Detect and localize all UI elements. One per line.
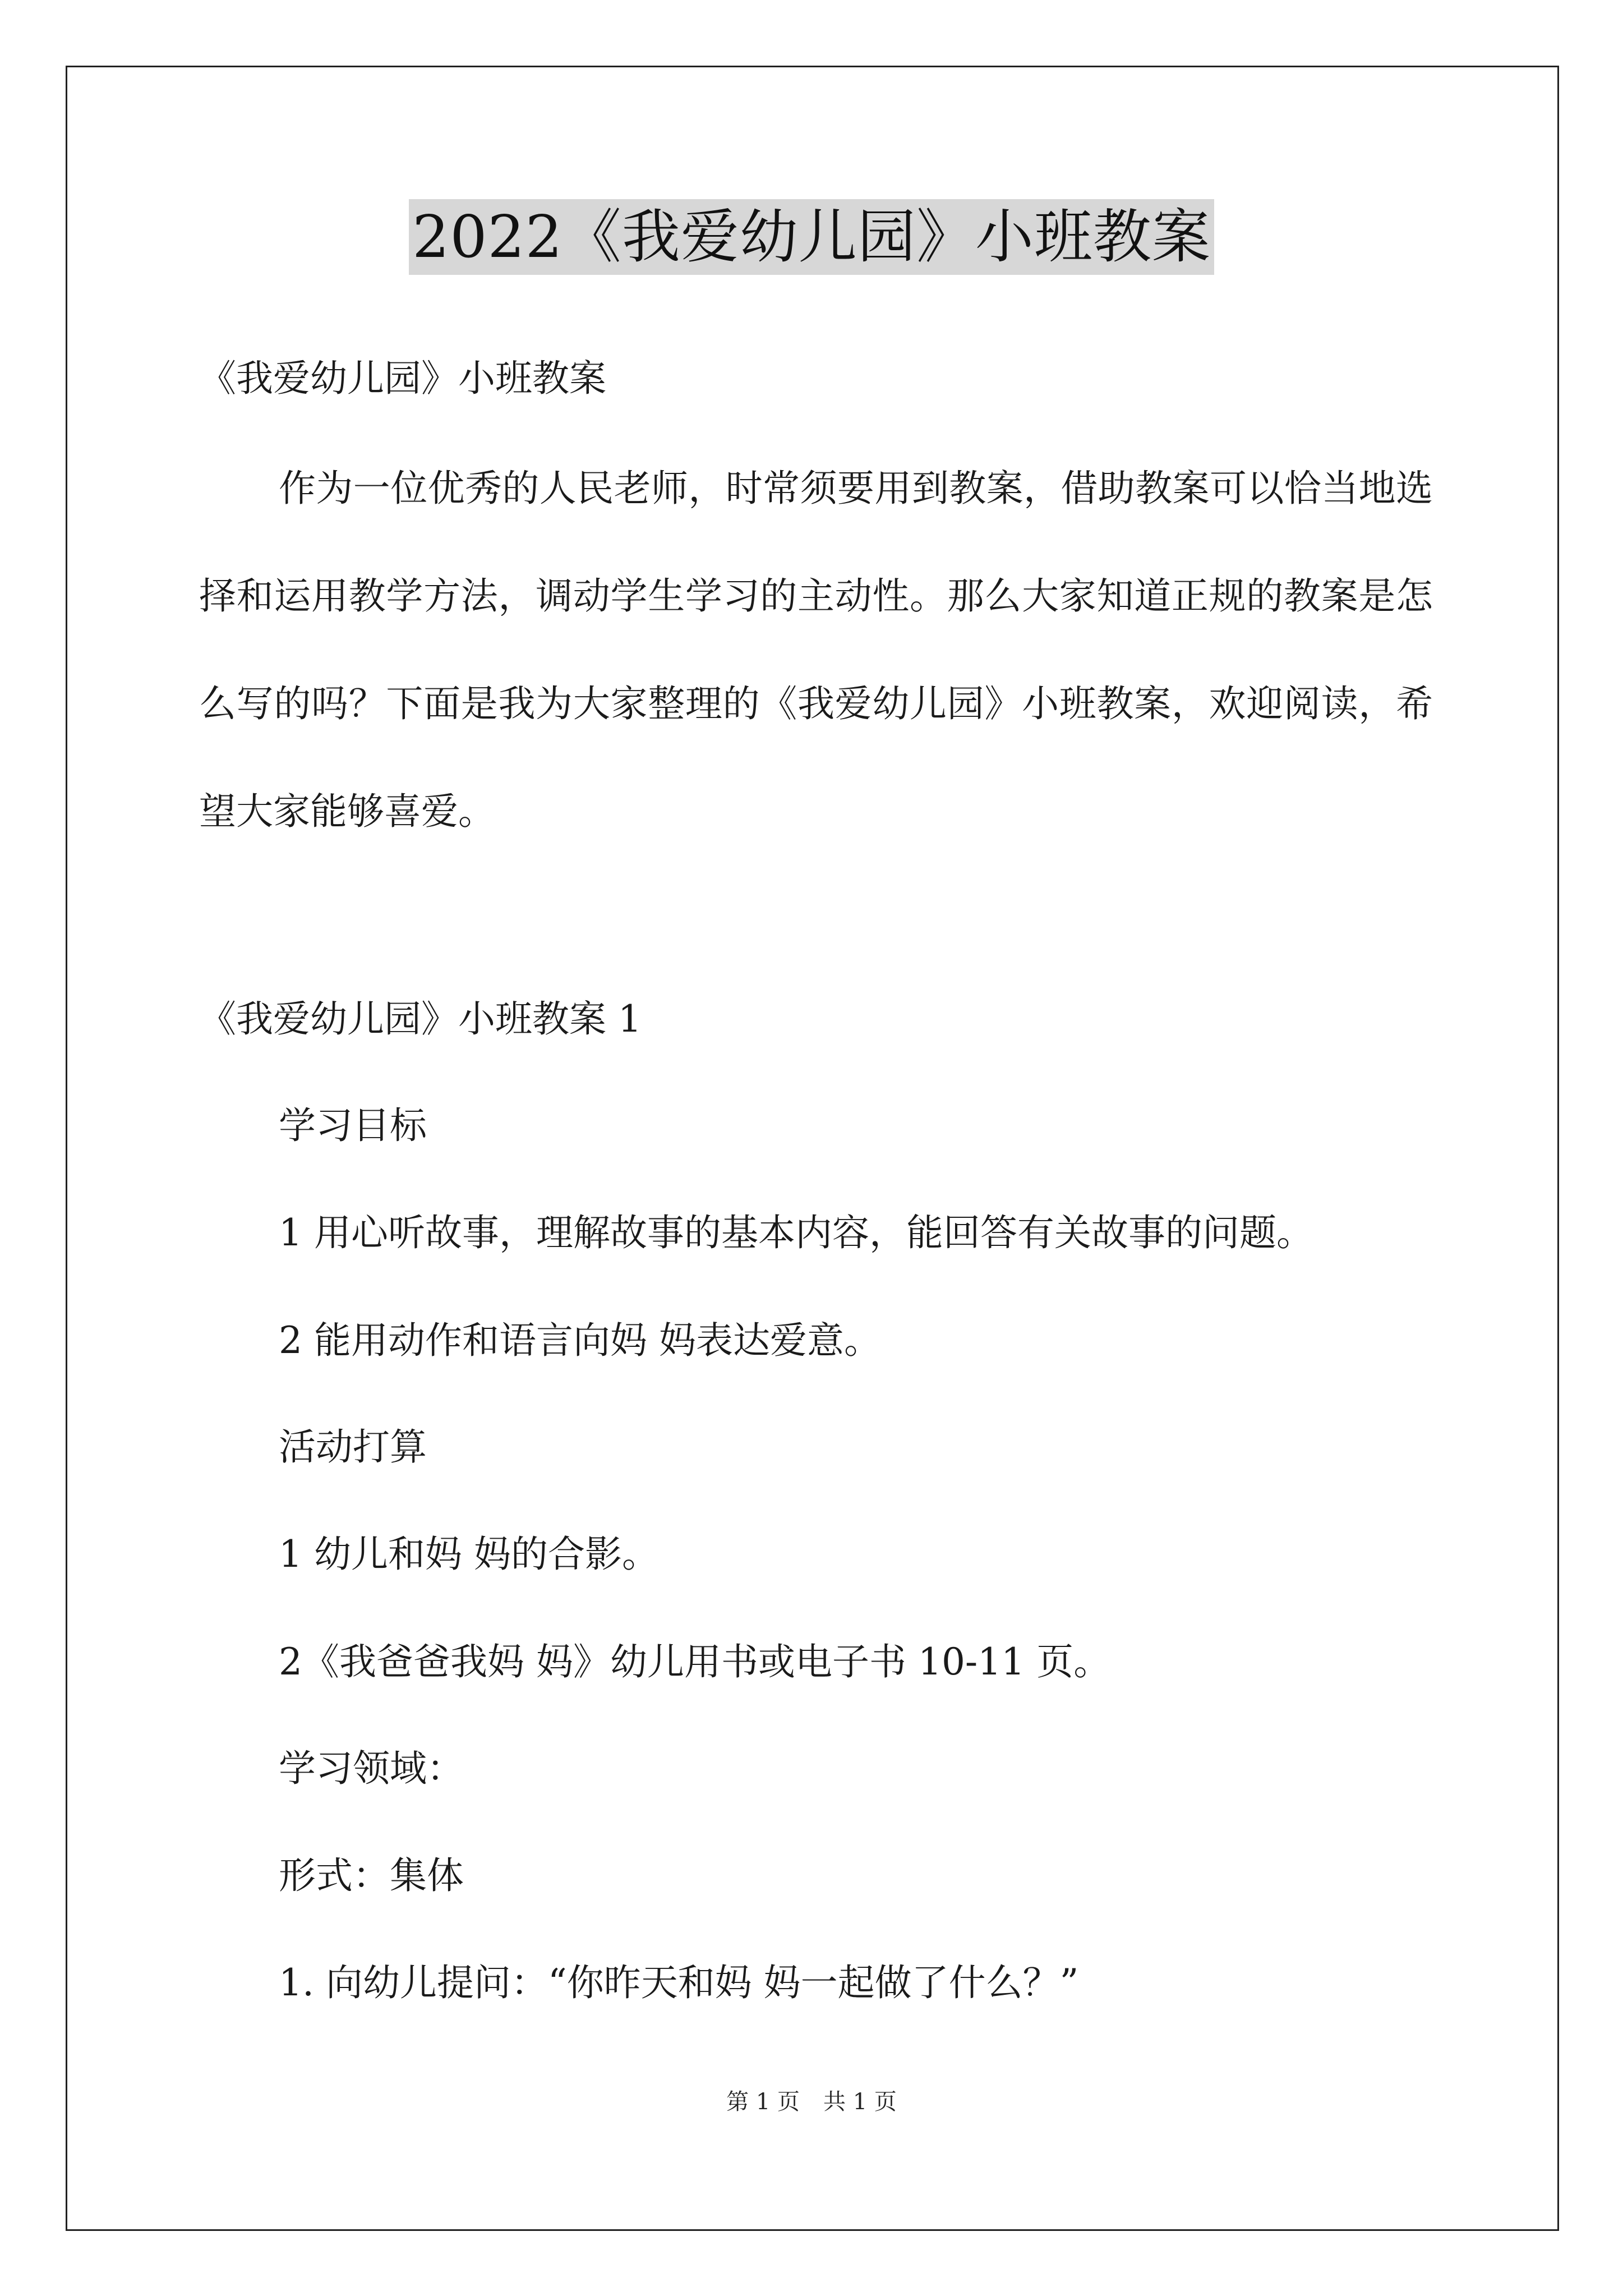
page-number: 第 1 页 (726, 2089, 800, 2115)
body-line: 1 用心听故事，理解故事的基本内容，能回答有关故事的问题。 (279, 1211, 1313, 1254)
section-heading: 《我爱幼儿园》小班教案 1 (199, 997, 642, 1041)
page-footer (0, 2085, 1623, 2119)
body-line: 2《我爸爸我妈 妈》幼儿用书或电子书 10-11 页。 (279, 1640, 1111, 1683)
body-line: 2 能用动作和语言向妈 妈表达爱意。 (279, 1319, 881, 1362)
body-line: 形式：集体 (279, 1854, 464, 1897)
title-wrap (0, 199, 1623, 275)
body-line: 1. 向幼儿提问：“你昨天和妈 妈一起做了什么？” (279, 1961, 1079, 2004)
intro-paragraph: 作为一位优秀的人民老师，时常须要用到教案，借助教案可以恰当地选择和运用教学方法，调动学生学习的主动性。那么大家知道正规的教案是怎么写的吗？下面是我为大家整理的《我爱幼儿园》小班教案，欢迎阅读，希望大家能够喜爱。 (199, 467, 1433, 833)
document-title: 2022《我爱幼儿园》小班教案 (409, 199, 1214, 275)
page-total: 共 1 页 (823, 2089, 897, 2115)
body-line: 1 幼儿和妈 妈的合影。 (279, 1533, 659, 1576)
body-line: 学习目标 (279, 1104, 427, 1147)
body-line: 活动打算 (279, 1425, 427, 1469)
subtitle: 《我爱幼儿园》小班教案 (199, 357, 606, 400)
body-line: 学习领域： (279, 1747, 464, 1790)
